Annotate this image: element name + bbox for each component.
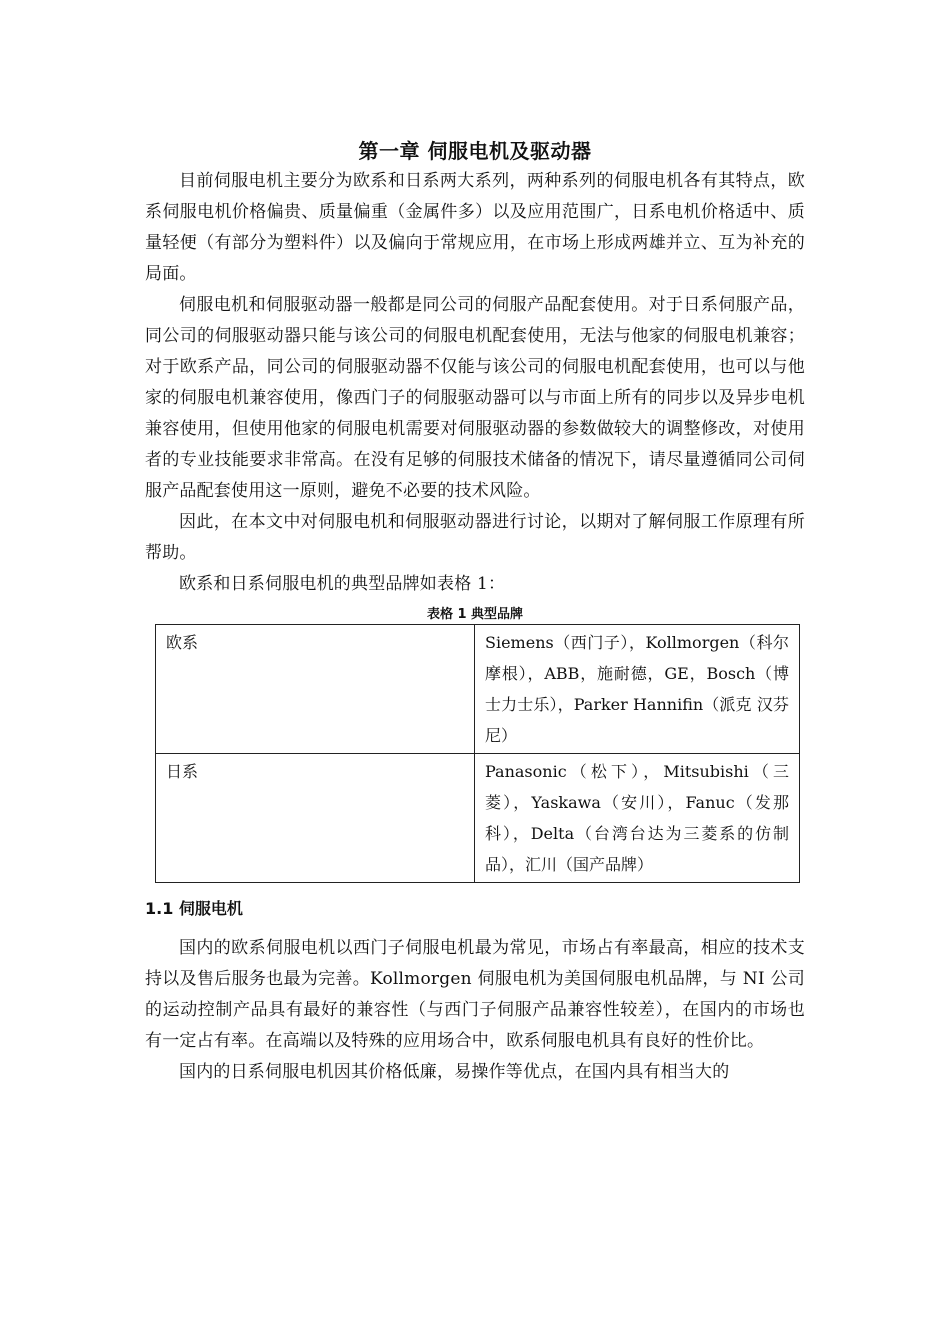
section-title: 1.1 伺服电机 [145,899,243,918]
table-row [156,625,800,754]
paragraph-table-intro: 欧系和日系伺服电机的典型品牌如表格 1： [179,574,506,594]
brand-list-cell: Panasonic（松下），Mitsubishi（三菱），Yaskawa（安川），Fanuc（发那科），Delta（台湾台达为三菱系的仿制品），汇川（国产品牌） [475,754,800,883]
paragraph-purpose: 因此，在本文中对伺服电机和伺服驱动器进行讨论，以期对了解伺服工作原理有所帮助。 [145,512,805,563]
paragraph-japan-motors: 国内的日系伺服电机因其价格低廉，易操作等优点，在国内具有相当大的 [179,1062,730,1082]
paragraph-euro-motors: 国内的欧系伺服电机以西门子伺服电机最为常见，市场占有率最高，相应的技术支持以及售后服务也最为完善。Kollmorgen 伺服电机为美国伺服电机品牌，与 NI 公司的运动控制产品具有最好的兼容性（与西门子伺服产品兼容性较差），在国内的市场也有一定占有率。在高端以及特殊的应用场合中，欧系伺服电机具有良好的性价比。 [145,938,805,1051]
document-page [145,128,805,1088]
table-caption: 表格 1 典型品牌 [426,607,524,622]
brand-list-cell: Siemens（西门子），Kollmorgen（科尔摩根），ABB，施耐德，GE，Bosch（博士力士乐），Parker Hannifin（派克 汉芬尼） [475,625,800,754]
table-row [156,754,800,883]
paragraph-compatibility: 伺服电机和伺服驱动器一般都是同公司的伺服产品配套使用。对于日系伺服产品，同公司的伺服驱动器只能与该公司的伺服电机配套使用，无法与他家的伺服电机兼容；对于欧系产品，同公司的伺服驱动器不仅能与该公司的伺服电机配套使用，也可以与他家的伺服电机兼容使用，像西门子的伺服驱动器可以与市面上所有的同步以及异步电机兼容使用，但使用他家的伺服电机需要对伺服驱动器的参数做较大的调整修改，对使用者的专业技能要求非常高。在没有足够的伺服技术储备的情况下，请尽量遵循同公司伺服产品配套使用这一原则，避免不必要的技术风险。 [145,295,805,501]
region-cell: 欧系 [156,625,475,754]
chapter-title: 第一章 伺服电机及驱动器 [358,139,592,163]
paragraph-overview: 目前伺服电机主要分为欧系和日系两大系列，两种系列的伺服电机各有其特点，欧系伺服电机价格偏贵、质量偏重（金属件多）以及应用范围广，日系电机价格适中、质量轻便（有部分为塑料件）以及偏向于常规应用，在市场上形成两雄并立、互为补充的局面。 [145,171,805,284]
brands-table [155,624,800,883]
region-cell: 日系 [156,754,475,883]
